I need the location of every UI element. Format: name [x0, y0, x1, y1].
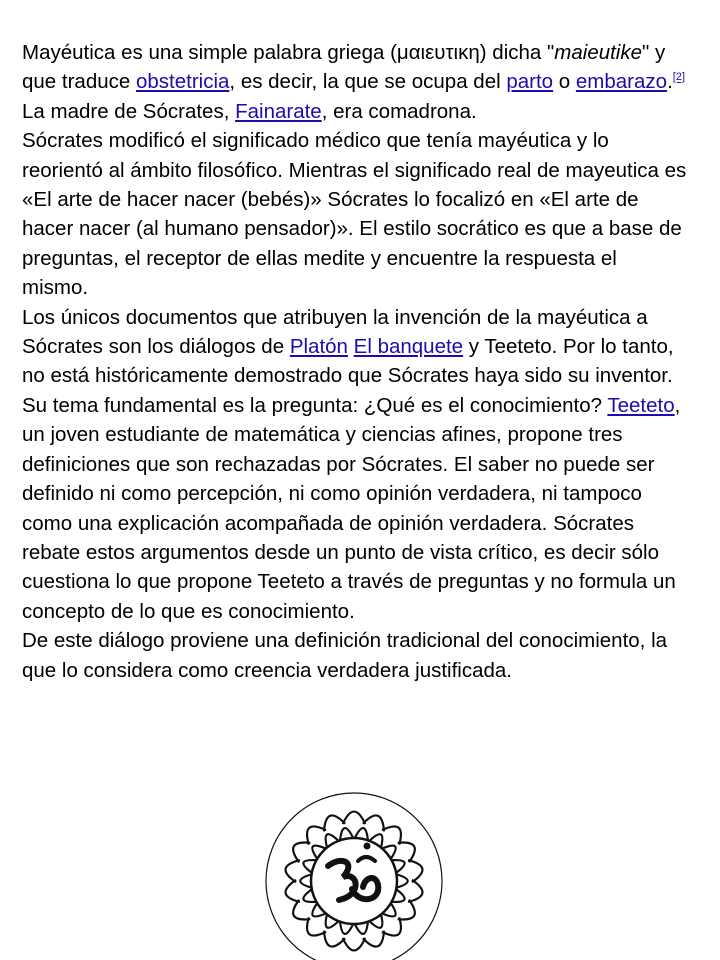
link-embarazo[interactable]: embarazo: [575, 70, 668, 94]
lotus-petal: [408, 860, 422, 882]
text-segment: .: [667, 70, 673, 94]
text-segment: Los únicos documentos que atribuyen la invención de la mayéutica a Sócrates son los diálogos de: [22, 305, 648, 359]
lotus-petal: [343, 938, 366, 951]
link-el-banquete[interactable]: El banquete: [353, 335, 464, 359]
lotus-petal: [343, 812, 366, 825]
text-segment: o: [553, 70, 576, 94]
paragraph-sources: [22, 303, 688, 391]
paragraph-etymology: [22, 38, 688, 126]
text-segment: Su tema fundamental es la pregunta: ¿Qué es el conocimiento?: [22, 393, 608, 417]
link-platon[interactable]: Platón: [289, 335, 348, 359]
lotus-petal: [286, 880, 300, 902]
paragraph-theme: [22, 391, 688, 626]
link-parto[interactable]: parto: [506, 70, 554, 94]
lotus-petal: [408, 880, 422, 902]
text-segment: y Teeteto. Por lo tanto, no está históricamente demostrado que Sócrates haya sido su inventor.: [22, 335, 674, 388]
text-italic-term: maieutike: [554, 41, 643, 64]
paragraph-definition: De este diálogo proviene una definición tradicional del conocimiento, la que lo considera como creencia verdadera justificada.: [22, 629, 668, 682]
om-lotus-icon: [259, 789, 449, 960]
text-segment: La madre de Sócrates,: [22, 99, 236, 123]
link-fainarate[interactable]: Fainarate: [235, 99, 322, 123]
lotus-petal: [286, 860, 300, 882]
om-lotus-emblem: [259, 789, 449, 960]
text-segment: " y que traduce: [22, 41, 666, 94]
om-bindu-dot: [364, 843, 371, 850]
text-segment: , es decir, la que se ocupa del: [229, 70, 507, 94]
paragraph-reorientation: Sócrates modificó el significado médico que tenía mayéutica y lo reorientó al ámbito filosófico. Mientras el significado real de mayeutica es «El arte de hacer nacer (bebés)» Sócrates lo focalizó en «El arte de hacer nacer (al humano pensador)». El estilo socrático es que a base de preguntas, el receptor de ellas medite y encuentre la respuesta el mismo.: [22, 129, 687, 300]
text-segment: Mayéutica es una simple palabra griega (μαιευτικη) dicha ": [22, 41, 555, 64]
text-segment: , un joven estudiante de matemática y ciencias afines, propone tres definiciones que son rechazadas por Sócrates. El saber no puede ser definido ni como percepción, ni como opinión verdadera, ni tampoco como una explicación acompañada de opinión verdadera. Sócrates rebate estos argumentos desde un punto de vista crítico, es decir sólo cuestiona lo que propone Teeteto a través de preguntas y no formula un concepto de lo que es conocimiento.: [22, 393, 681, 623]
article-body: [22, 38, 688, 685]
text-segment: , era comadrona.: [321, 99, 477, 123]
link-obstetricia[interactable]: obstetricia: [135, 70, 230, 94]
reference-link-2[interactable]: [2]: [672, 71, 685, 84]
link-teeteto[interactable]: Teeteto: [607, 393, 675, 417]
